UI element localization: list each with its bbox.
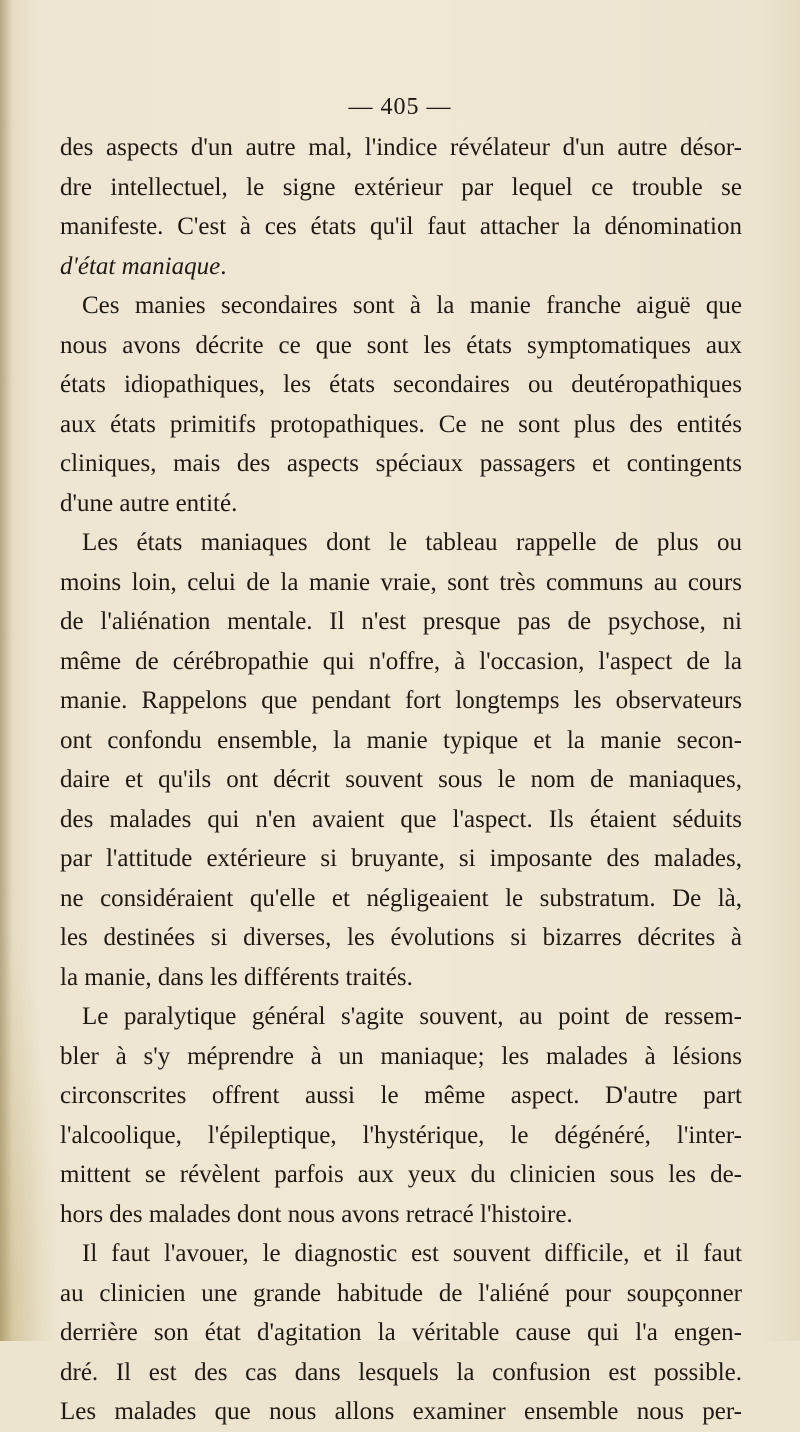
text-line: aux états primitifs protopathiques. Ce ne sont plus des entités [60, 410, 742, 438]
text-line: nous avons décrite ce que sont les états symptomatiques aux [60, 331, 742, 359]
text-line: dre intellectuel, le signe extérieur par lequel ce trouble se [60, 173, 742, 201]
text-line: même de cérébropathie qui n'offre, à l'occasion, l'aspect de la [60, 647, 742, 675]
text-line: manifeste. C'est à ces états qu'il faut attacher la dénomination [60, 213, 742, 240]
text-line: ont confondu ensemble, la manie typique et la manie secon- [60, 726, 742, 754]
text-line: Les malades que nous allons examiner ensemble nous per- [60, 1398, 742, 1425]
text-line: Le paralytique général s'agite souvent, au point de ressem- [82, 1003, 742, 1030]
text-line: hors des malades dont nous avons retracé l'histoire. [60, 1200, 573, 1228]
punctuation: . [220, 252, 227, 280]
text-line: par l'attitude extérieure si bruyante, si imposante des malades, [60, 845, 742, 872]
text-line [60, 247, 742, 287]
italic-term: d'état maniaque [60, 252, 221, 280]
text-line: derrière son état d'agitation la véritable cause qui l'a engen- [60, 1319, 742, 1346]
text-line: états idiopathiques, les états secondaires ou deutéropathiques [60, 371, 742, 398]
text-line: daire et qu'ils ont décrit souvent sous le nom de maniaques, [60, 766, 742, 793]
text-line: Ces manies secondaires sont à la manie franche aiguë que [82, 292, 742, 319]
paper-stain [0, 921, 60, 1341]
text-line: moins loin, celui de la manie vraie, sont très communs au cours [60, 568, 742, 596]
text-line: Les états maniaques dont le tableau rappelle de plus ou [82, 529, 742, 556]
text-line: circonscrites offrent aussi le même aspect. D'autre part [60, 1082, 742, 1109]
text-line: Il faut l'avouer, le diagnostic est souvent difficile, et il faut [82, 1240, 742, 1267]
text-line: bler à s'y méprendre à un maniaque; les malades à lésions [60, 1042, 742, 1070]
text-line: ne considéraient qu'elle et négligeaient le substratum. De là, [60, 884, 742, 912]
text-line: dré. Il est des cas dans lesquels la confusion est possible. [60, 1358, 742, 1386]
body-text [60, 128, 742, 1432]
text-line: au clinicien une grande habitude de l'aliéné pour soupçonner [60, 1279, 742, 1307]
text-line: d'une autre entité. [60, 489, 238, 517]
page-number: — 405 — [348, 94, 452, 120]
text-line: cliniques, mais des aspects spéciaux passagers et contingents [60, 450, 742, 477]
text-line: l'alcoolique, l'épileptique, l'hystérique, le dégénéré, l'inter- [60, 1121, 742, 1149]
text-line: de l'aliénation mentale. Il n'est presque pas de psychose, ni [60, 608, 742, 635]
text-line: les destinées si diverses, les évolutions si bizarres décrites à [60, 924, 742, 951]
text-line: la manie, dans les différents traités. [60, 963, 413, 991]
text-line: des aspects d'un autre mal, l'indice révélateur d'un autre désor- [60, 134, 742, 161]
text-line: des malades qui n'en avaient que l'aspect. Ils étaient séduits [60, 805, 742, 833]
text-line: mittent se révèlent parfois aux yeux du clinicien sous les de- [60, 1161, 742, 1188]
text-line: manie. Rappelons que pendant fort longtemps les observateurs [60, 687, 742, 714]
